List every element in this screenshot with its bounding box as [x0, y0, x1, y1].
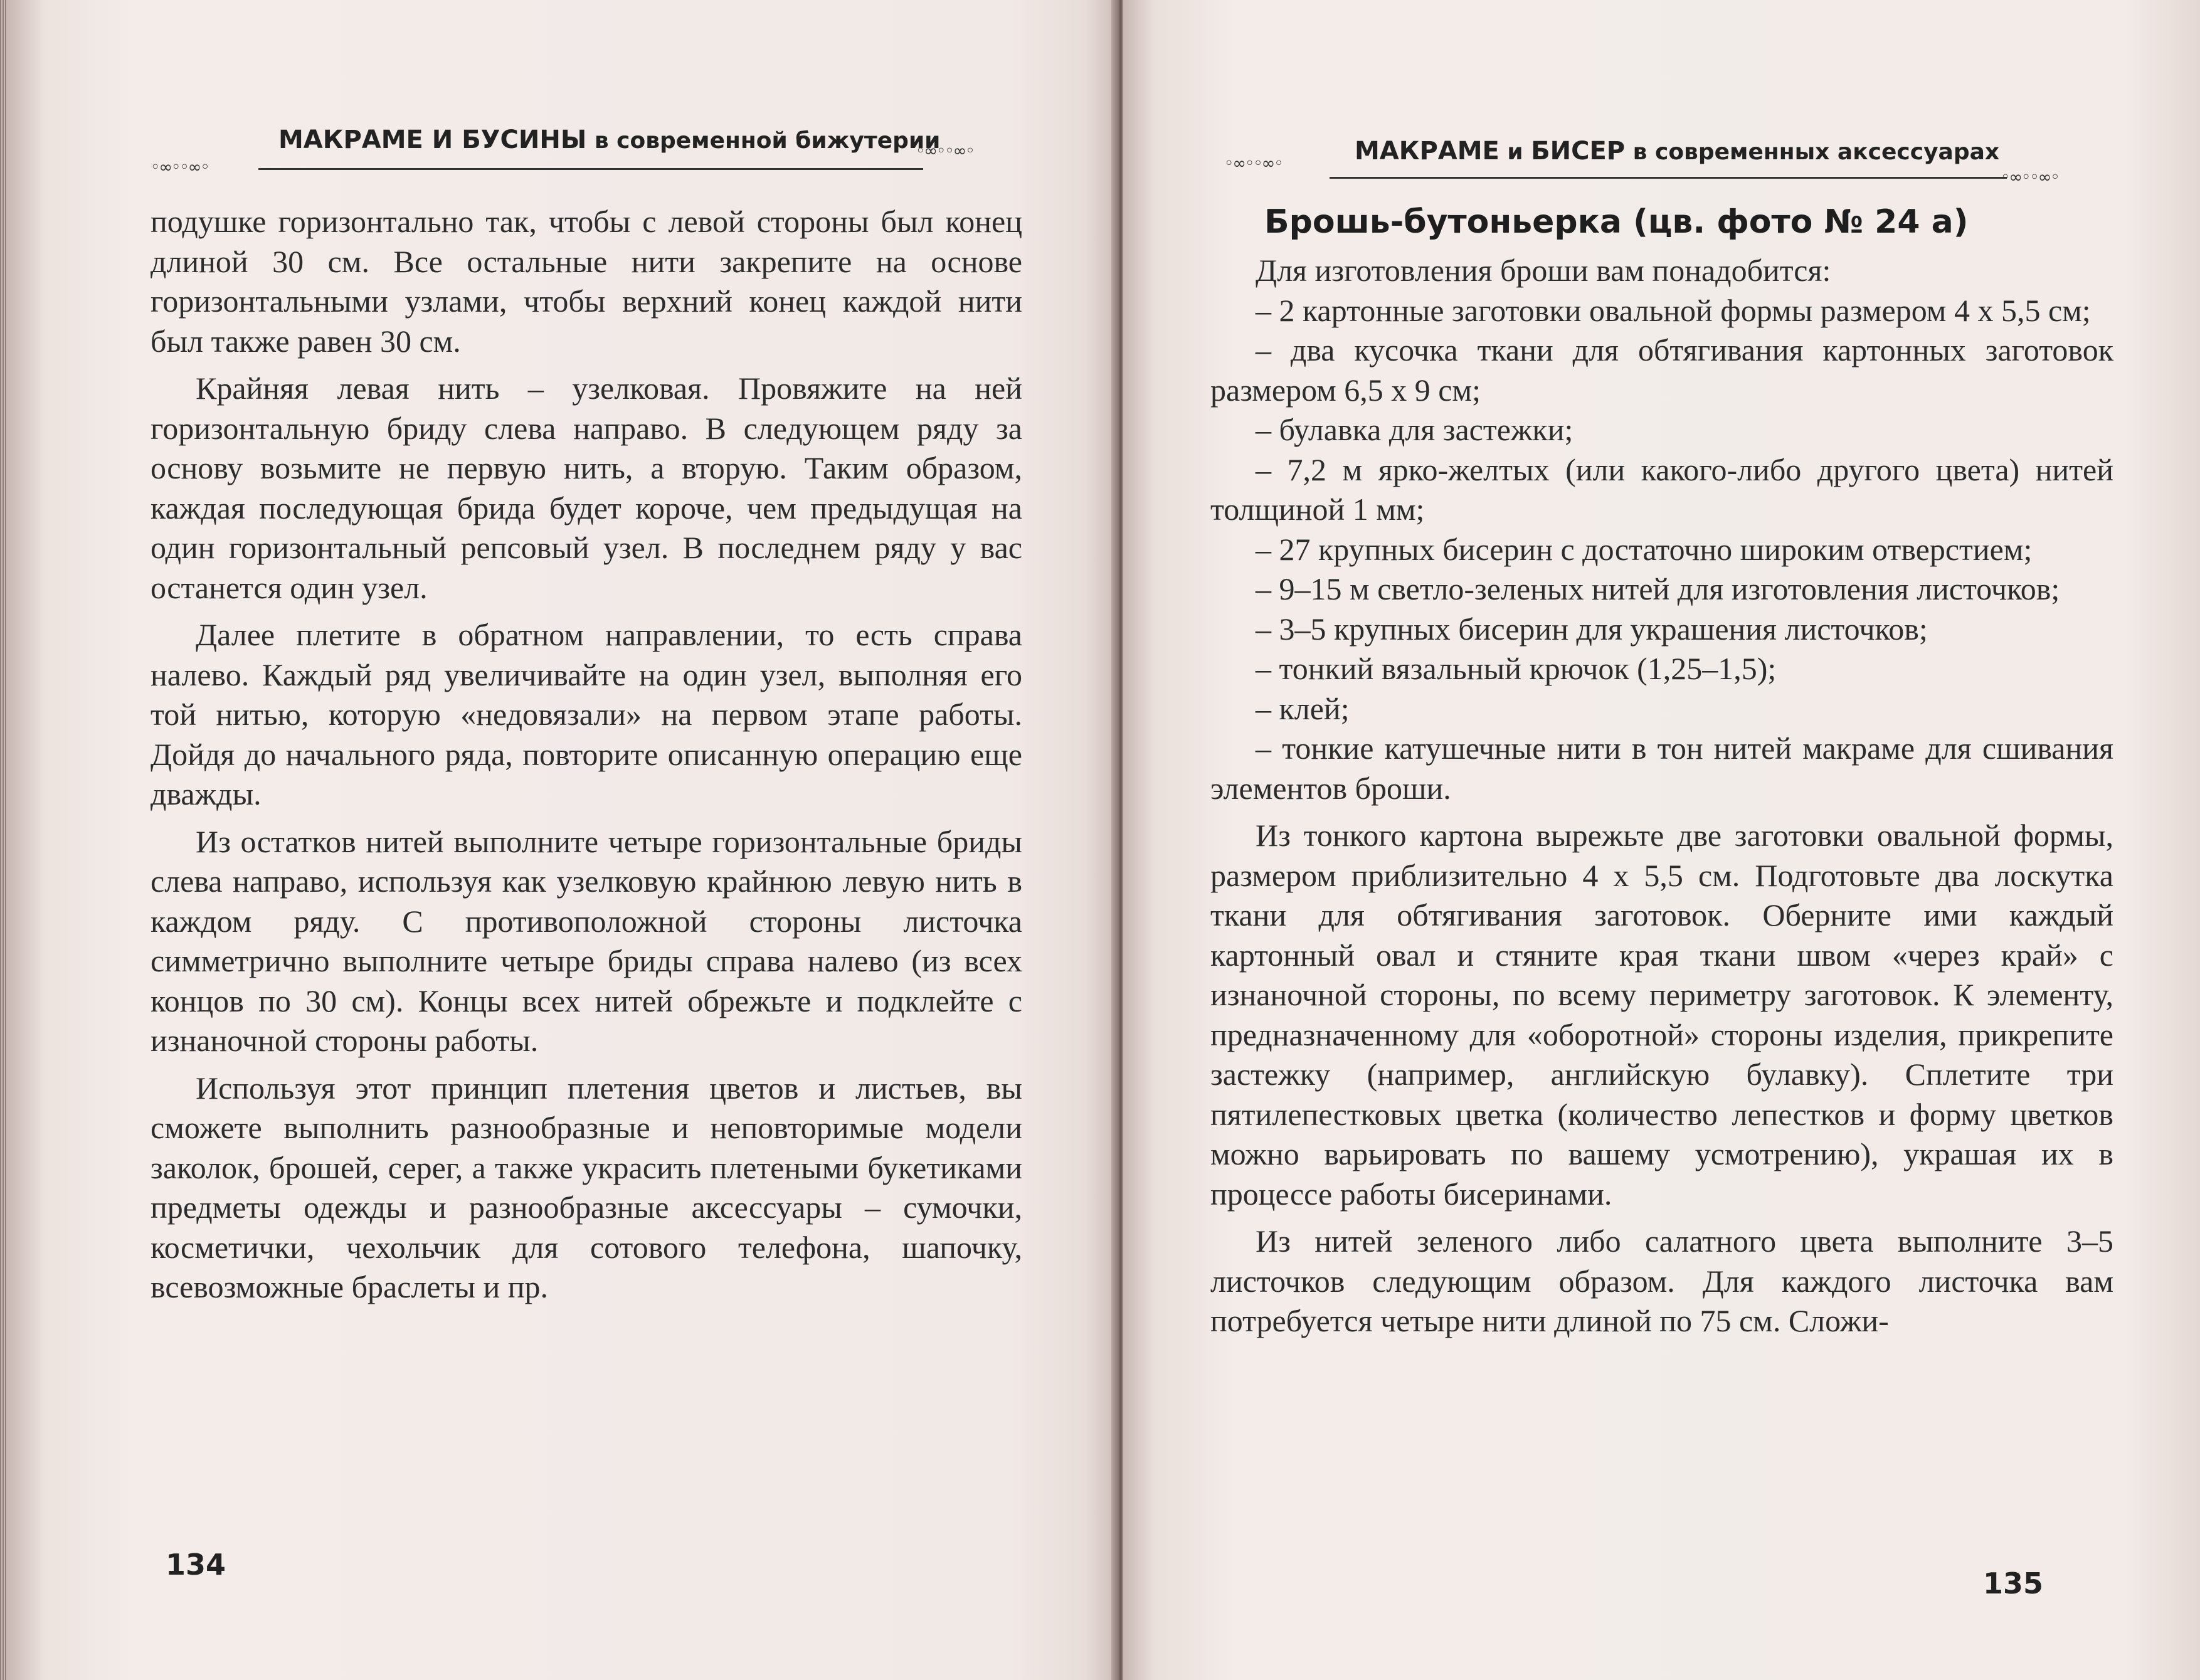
- material-item: – клей;: [1256, 690, 1350, 726]
- left-running-head-bold: МАКРАМЕ И БУСИНЫ: [278, 125, 587, 154]
- right-page-number: 135: [1983, 1566, 2044, 1600]
- left-head-ornament-start: ◦∞◦◦∞◦: [151, 158, 209, 177]
- left-paragraph-5: Используя этот принцип плетения цветов и листьев, вы сможете выполнить разнообразные и неповторимые модели заколок, брошей, серег, а также украсить плетеными букетиками предметы одежды и разнообразные аксессуары – сумочки, косметички, чехольчик для сотового телефона, шапочку, всевозможные браслеты и пр.: [151, 1070, 1022, 1304]
- material-item: – булавка для застежки;: [1256, 412, 1573, 447]
- right-running-head-macrame: МАКРАМЕ: [1355, 137, 1499, 166]
- left-paragraph-3: Далее плетите в обратном направлении, то есть справа налево. Каждый ряд увеличивайте на один узел, выполняя его той нитью, которую «недовязали» на первом этапе работы. Дойдя до начального ряда, повторите описанную операцию еще дважды.: [151, 617, 1022, 811]
- right-head-rule: [1330, 177, 2007, 179]
- right-running-head-biser: БИСЕР: [1531, 137, 1626, 166]
- right-running-head: [1355, 137, 1999, 166]
- left-running-head: [278, 125, 940, 154]
- material-item: – 2 картонные заготовки овальной формы размером 4 х 5,5 см;: [1256, 292, 2091, 328]
- right-page: [1123, 0, 2200, 1680]
- left-paragraph-4: Из остатков нитей выполните четыре горизонтальные бриды слева направо, используя как узелковую крайнюю левую нить в каждом ряду. С противоположной стороны листочка симметрично выполните четыре бриды справа налево (из всех концов по 30 см). Концы всех нитей обрежьте и подклейте с изнаночной стороны работы.: [151, 823, 1022, 1058]
- section-title: Брошь-бутоньерка (цв. фото № 24 а): [1264, 203, 1969, 241]
- left-head-ornament-end: ◦∞◦◦∞◦: [916, 142, 974, 161]
- right-running-head-rest: в современных аксессуарах: [1625, 139, 2000, 165]
- materials-intro: Для изготовления броши вам понадобится:: [1256, 253, 1831, 288]
- material-item: – 9–15 м светло-зеленых нитей для изготовления листочков;: [1256, 571, 2060, 606]
- page-stack-edge: [0, 0, 8, 1680]
- right-head-ornament-start: ◦∞◦◦∞◦: [1224, 154, 1282, 173]
- left-paragraph-1: подушке горизонтально так, чтобы с левой стороны был конец длиной 30 см. Все остальные нити закрепите на основе горизонтальными узлами, чтобы верхний конец каждой нити был также равен 30 см.: [151, 204, 1022, 359]
- material-item: – 7,2 м ярко-желтых (или какого-либо другого цвета) нитей толщиной 1 мм;: [1210, 452, 2113, 527]
- right-head-ornament-end: ◦∞◦◦∞◦: [2001, 168, 2059, 187]
- left-head-rule: [258, 168, 923, 170]
- right-paragraph-1: Из тонкого картона вырежьте две заготовки овальной формы, размером приблизительно 4 х 5,5 см. Подготовьте два лоскутка ткани для обтягивания заготовок. Оберните ими каждый картонный овал и стяните края ткани швом «через край» с изнаночной стороны, по всему периметру заготовок. К элементу, предназначенному для «оборотной» стороны изделия, прикрепите застежку (например, английскую булавку). Сплетите три пятилепестковых цветка (количество лепестков и форму цветков можно варьировать по вашему усмотрению), украшая их в процессе работы бисеринами.: [1210, 818, 2113, 1212]
- left-body-text: [151, 202, 1022, 1315]
- material-item: – 27 крупных бисерин с достаточно широким отверстием;: [1256, 531, 2033, 567]
- right-paragraph-2: Из нитей зеленого либо салатного цвета выполните 3–5 листочков следующим образом. Для каждого листочка вам потребуется четыре нити длиной по 75 см. Сложи-: [1210, 1223, 2113, 1338]
- right-running-head-and: и: [1499, 139, 1531, 165]
- left-paragraph-2: Крайняя левая нить – узелковая. Провяжите на ней горизонтальную бриду слева направо. В следующем ряду за основу возьмите не первую нить, а вторую. Таким образом, каждая последующая брида будет короче, чем предыдущая на один горизонтальный репсовый узел. В последнем ряду у вас останется один узел.: [151, 371, 1022, 605]
- material-item: – тонкий вязальный крючок (1,25–1,5);: [1256, 651, 1777, 686]
- right-body-text: [1210, 251, 2113, 1349]
- left-page-number: 134: [166, 1548, 226, 1582]
- material-item: – два кусочка ткани для обтягивания картонных заготовок размером 6,5 х 9 см;: [1210, 332, 2113, 408]
- left-page: [8, 0, 1118, 1680]
- material-item: – тонкие катушечные нити в тон нитей макраме для сшивания элементов броши.: [1210, 731, 2113, 806]
- left-running-head-rest: в современной бижутерии: [586, 128, 941, 154]
- material-item: – 3–5 крупных бисерин для украшения листочков;: [1256, 611, 1928, 647]
